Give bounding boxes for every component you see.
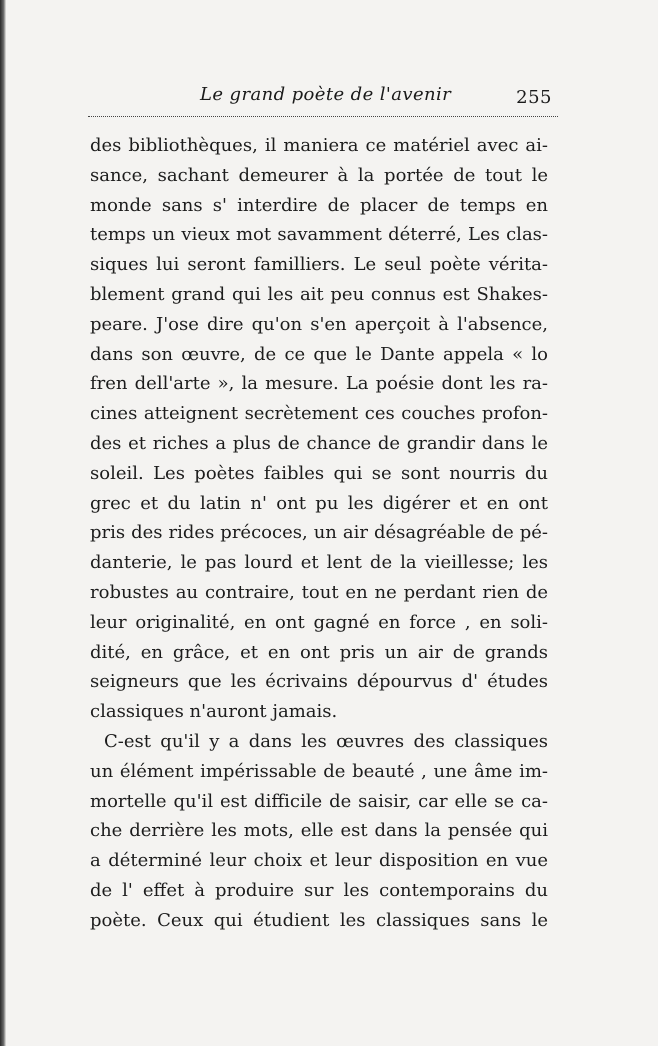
text-line: cines atteignent secrètement ces couches profon- (90, 403, 548, 425)
text-line: de l' effet à produire sur les contemporains du (90, 879, 548, 901)
text-line: a déterminé leur choix et leur disposition en vue (90, 850, 548, 872)
text-line: robustes au contraire, tout en ne perdant rien de (90, 581, 548, 603)
text-line: un élément impérissable de beauté , une âme im- (90, 760, 548, 782)
text-line: blement grand qui les ait peu connus est Shakes- (90, 283, 548, 305)
text-line: poète. Ceux qui étudient les classiques sans le (90, 909, 548, 931)
paragraph-start-line: C-est qu'il y a dans les œuvres des classiques (104, 730, 548, 752)
text-line: mortelle qu'il est difficile de saisir, car elle se ca- (90, 790, 548, 812)
text-line: dans son œuvre, de ce que le Dante appela « lo (90, 343, 548, 365)
text-line: seigneurs que les écrivains dépourvus d' études (90, 671, 548, 693)
text-line: sance, sachant demeurer à la portée de tout le (90, 164, 548, 186)
text-line: soleil. Les poètes faibles qui se sont nourris du (90, 462, 548, 484)
page-number: 255 (516, 87, 552, 108)
running-header (88, 82, 558, 117)
text-line: temps un vieux mot savamment déterré, Les clas- (90, 224, 548, 246)
paragraph-end-line: classiques n'auront jamais. (90, 701, 338, 723)
body-text (90, 131, 548, 936)
text-line: des bibliothèques, il maniera ce matériel avec ai- (90, 135, 548, 156)
text-line: danterie, le pas lourd et lent de la vieillesse; les (90, 552, 548, 574)
text-line: monde sans s' interdire de placer de temps en (90, 194, 548, 216)
text-line: des et riches a plus de chance de grandir dans le (90, 432, 548, 454)
page-binding-edge (0, 0, 6, 1046)
text-line: peare. J'ose dire qu'on s'en aperçoit à l'absence, (90, 313, 548, 335)
text-line: siques lui seront familliers. Le seul poète vérita- (90, 254, 548, 276)
text-line: grec et du latin n' ont pu les digérer et en ont (90, 492, 548, 514)
running-title: Le grand poète de l'avenir (200, 84, 452, 105)
text-line: leur originalité, en ont gagné en force , en soli- (90, 611, 548, 633)
text-line: che derrière les mots, elle est dans la pensée qui (90, 820, 548, 842)
text-line: dité, en grâce, et en ont pris un air de grands (90, 641, 548, 663)
text-line: pris des rides précoces, un air désagréable de pé- (90, 522, 548, 544)
text-line: fren dell'arte », la mesure. La poésie dont les ra- (90, 373, 548, 395)
